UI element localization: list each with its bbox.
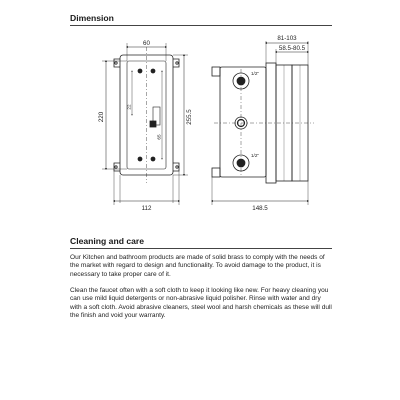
dim-height-inner: 220 (98, 111, 105, 123)
cleaning-divider (70, 248, 332, 249)
dim-height-outer: 255.5 (186, 109, 193, 125)
side-view (212, 41, 314, 205)
dim-small-a: 22 (126, 104, 132, 110)
care-paragraph-2: Clean the faucet often with a soft cloth to keep it looking like new. For heavy cleaning you can use mild liquid detergents or non-abrasive liquid polisher. Rinse with water and dry with a soft cloth. Avoid abrasive cleaners, steel wool and harsh chemicals as these will dull the finish and void your warranty. (70, 287, 332, 320)
dimension-divider (70, 25, 332, 26)
cleaning-heading: Cleaning and care (70, 236, 145, 246)
port-label-top: 1/2" (251, 71, 260, 76)
care-paragraph-1: Our Kitchen and bathroom products are made of solid brass to comply with the needs of the market with regard to design and functionality. To avoid damage to the product, it is necessary to take proper care of it. (70, 254, 325, 278)
dimension-heading: Dimension (70, 13, 114, 23)
dim-width-bottom: 112 (141, 205, 152, 212)
technical-drawing-svg (70, 33, 332, 213)
port-label-bottom: 1/2" (251, 153, 260, 158)
dim-total-depth: 148.5 (252, 205, 268, 212)
front-view (102, 43, 188, 205)
technical-drawing (70, 33, 332, 213)
dim-depth-range: 81-103 (277, 35, 297, 42)
dim-width-top: 60 (143, 40, 150, 47)
dim-small-b: 65 (156, 134, 162, 140)
dim-depth-sub-range: 58.5-80.5 (278, 45, 306, 52)
